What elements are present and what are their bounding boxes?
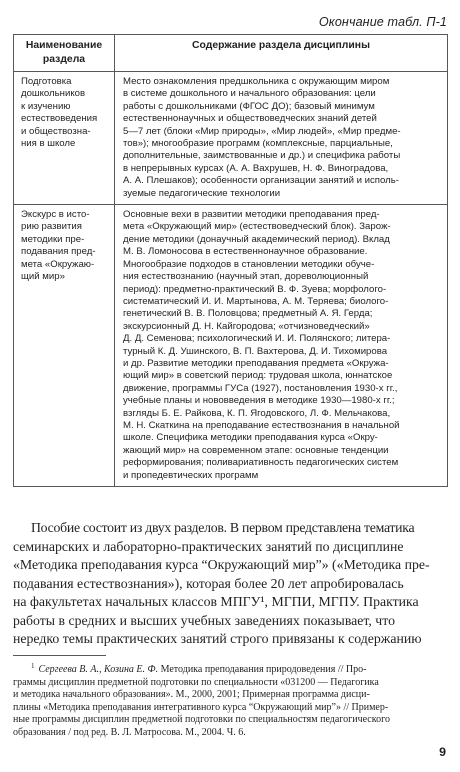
section-content-line: жающий мир» на современном этапе: основные тенденции <box>123 444 389 456</box>
section-content-line: Многообразие подходов в становлении методики обуче- <box>123 258 375 270</box>
footnote <box>13 660 447 740</box>
body-line: нередко темы практических занятий строго привязаны к содержанию <box>13 631 422 646</box>
body-line: работы в средних и высших учебных заведениях показывает, что <box>13 612 395 628</box>
footnote-divider <box>13 655 106 656</box>
section-content-cell <box>115 72 448 205</box>
header-section-content: Содержание раздела дисциплины <box>115 35 448 72</box>
section-content-line: в непрерывных курсах (А. А. Вахрушев, Н. Ф. Виноградова, <box>123 162 389 174</box>
body-line: на факультетах начальных классов МПГУ¹, МГПИ, МГПУ. Практика <box>13 594 419 609</box>
table-row <box>14 205 448 487</box>
page-number: 9 <box>439 745 446 759</box>
section-content-line: А. А. Плешаков); особенности организации занятий и исполь- <box>123 175 399 187</box>
section-content-line: М. Н. Скаткина на преподавание естествознания в начальной <box>123 419 400 431</box>
section-name-line: Экскурс в исто- <box>21 209 90 221</box>
section-name-line: рию развития <box>21 221 82 233</box>
section-name-line: к изучению <box>21 100 71 112</box>
section-content-line: экскурсионный Д. Н. Кайгородова; «отчизноведческий» <box>123 320 370 332</box>
footnote-line: ные программы дисциплин предметной подготовки по специальностям педагогического <box>13 714 390 726</box>
footnote-authors: Сергеева В. А., Козина Е. Ф. <box>38 664 159 675</box>
footnote-first-line <box>13 660 447 677</box>
section-content-line: Основные вехи в развитии методики преподавания пред- <box>123 209 380 221</box>
section-content-line: и пропедевтических программ <box>123 469 259 481</box>
header-section-name: Наименование раздела <box>14 35 115 72</box>
section-name-line: щий мир» <box>21 271 65 283</box>
section-name-line: Подготовка <box>21 76 72 87</box>
table-body <box>14 72 448 487</box>
section-name-line: методики пре- <box>21 233 85 245</box>
section-content-line: мета «Окружающий мир» (естествоведческий блок). Зарож- <box>123 221 391 233</box>
footnote-line: образования / под ред. В. Л. Матросова. М., 2004. Ч. 6. <box>13 726 246 738</box>
section-content-line: реформирования; поливариативность педагогических систем <box>123 457 399 469</box>
body-line: Пособие состоит из двух разделов. В первом представлена тематика <box>31 520 415 535</box>
body-paragraph <box>13 519 447 649</box>
section-content-line: 5—7 лет (блоки «Мир природы», «Мир людей», «Мир предме- <box>123 125 401 137</box>
section-content-line: тов»); многообразие программ (комплексные, парциальные, <box>123 138 393 150</box>
section-content-line: движение, программы ГУСа (1927), постановления 1930-х гг., <box>123 382 398 394</box>
section-name-line: естествоведения <box>21 113 98 125</box>
section-content-line: дение методики (донаучный академический период). Вклад <box>123 233 390 245</box>
section-name-line: мета «Окружаю- <box>21 258 95 270</box>
discipline-table <box>13 34 448 487</box>
section-content-line: генетический В. В. Половцова; предметный А. Я. Герда; <box>123 308 373 320</box>
section-content-line: школе. Специфика методики преподавания курса «Окру- <box>123 432 378 444</box>
section-content-line: М. В. Ломоносова в естественнонаучное образование. <box>123 246 368 258</box>
section-content-line: Д. Д. Семенова; психологический И. И. Полянского; литера- <box>123 333 391 345</box>
section-name-line: ния в школе <box>21 138 76 150</box>
footnote-first-line-text: Методика преподавания природоведения // Про- <box>158 664 367 675</box>
section-content-line: зуемые педагогические технологии <box>123 187 281 199</box>
section-name-line: подавания пред- <box>21 246 96 258</box>
table-continuation-label: Окончание табл. П-1 <box>318 15 447 29</box>
body-line: «Методика преподавания курса “Окружающий мир”» («Методика пре- <box>13 557 430 572</box>
section-content-line: и др. Развитие методики преподавания предмета «Окружа- <box>123 357 389 369</box>
section-content-line: Место ознакомления предшкольника с окружающим миром <box>123 76 390 87</box>
section-content-line: взгляды Б. Е. Райкова, К. П. Ягодовского, Л. Ф. Мельчакова, <box>123 407 391 419</box>
table-header-row <box>14 35 448 72</box>
section-content-line: работы с дошкольниками (ФГОС ДО); базовый минимум <box>123 100 375 112</box>
section-content-line: учебные планы и нововведения в методике 1930—1980-х гг.; <box>123 395 395 407</box>
section-content-line: в системе дошкольного и начального образования: цели <box>123 88 376 100</box>
section-content-line: систематический И. И. Мартынова, А. М. Теряева; биолого- <box>123 295 389 307</box>
section-content-line: турный К. Д. Ушинского, В. П. Вахтерова, Д. И. Тихомирова <box>123 345 388 357</box>
footnote-line: граммы дисциплин предметной подготовки по специальности «031200 — Педагогика <box>13 676 379 688</box>
footnote-lines <box>13 677 447 740</box>
section-content-line: дополнительные, заимствованные и др.) и специфика работы <box>123 150 401 162</box>
section-content-cell <box>115 205 448 487</box>
section-content-line: естественнонаучных и обществоведческих знаний детей <box>123 113 377 125</box>
footnote-line: плины «Методика преподавания интегративного курса “Окружающий мир”» // Пример- <box>13 701 389 713</box>
table-row <box>14 72 448 205</box>
section-content-line: ющий мир» в советский период: трудовая школа, юннатское <box>123 370 393 382</box>
section-name-cell <box>14 205 115 487</box>
section-name-line: и обществозна- <box>21 125 91 137</box>
section-name-cell <box>14 72 115 205</box>
footnote-line: и методика начального образования». М., 2000, 2001; Примерная программа дисци- <box>13 689 370 701</box>
section-content-line: период): предметно-практический В. Ф. Зуева; морфолого- <box>123 283 387 295</box>
section-content-line: ния естествознанию (научный этап, дореволюционный <box>123 271 369 283</box>
body-line: подавания естествознания»), которая более 20 лет апробировалась <box>13 575 404 591</box>
section-name-line: дошкольников <box>21 88 86 100</box>
footnote-marker: 1 <box>31 662 35 670</box>
body-line: семинарских и лабораторно-практических занятий по дисциплине <box>13 538 404 554</box>
